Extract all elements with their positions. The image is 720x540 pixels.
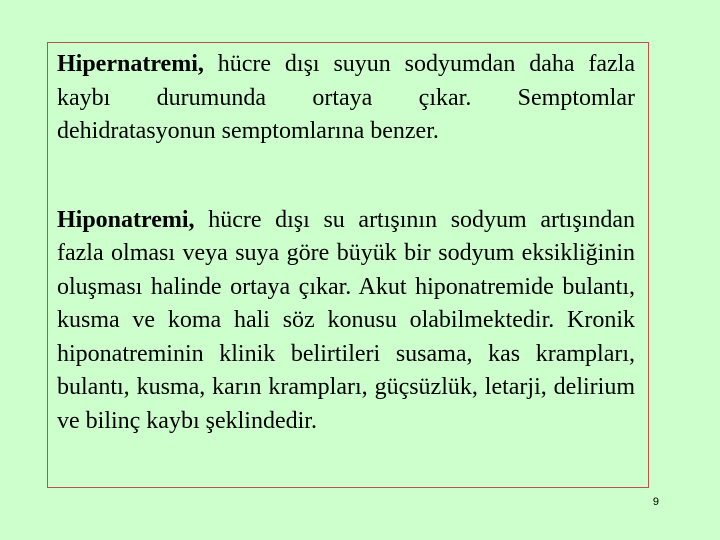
hypernatremia-paragraph xyxy=(57,48,635,149)
hypernatremia-term: Hipernatremi, xyxy=(57,51,204,77)
hypernatremia-description: hücre dışı suyun sodyumdan daha fazla kaybı durumunda ortaya çıkar. Semptomlar dehidratasyonun semptomlarına benzer. xyxy=(57,51,635,144)
hyponatremia-paragraph xyxy=(57,204,635,439)
hyponatremia-description: hücre dışı su artışının sodyum artışından fazla olması veya suya göre büyük bir sodyum eksikliğinin oluşması halinde ortaya çıkar. Akut hiponatremide bulantı, kusma ve koma hali söz konusu olabilmektedir. Kronik hiponatreminin klinik belirtileri susama, kas krampları, bulantı, kusma, karın krampları, güçsüzlük, letarji, delirium ve bilinç kaybı şeklindedir. xyxy=(57,206,635,434)
hyponatremia-term: Hiponatremi, xyxy=(57,206,195,233)
content-text-box xyxy=(47,42,649,488)
page-number: 9 xyxy=(652,496,659,508)
